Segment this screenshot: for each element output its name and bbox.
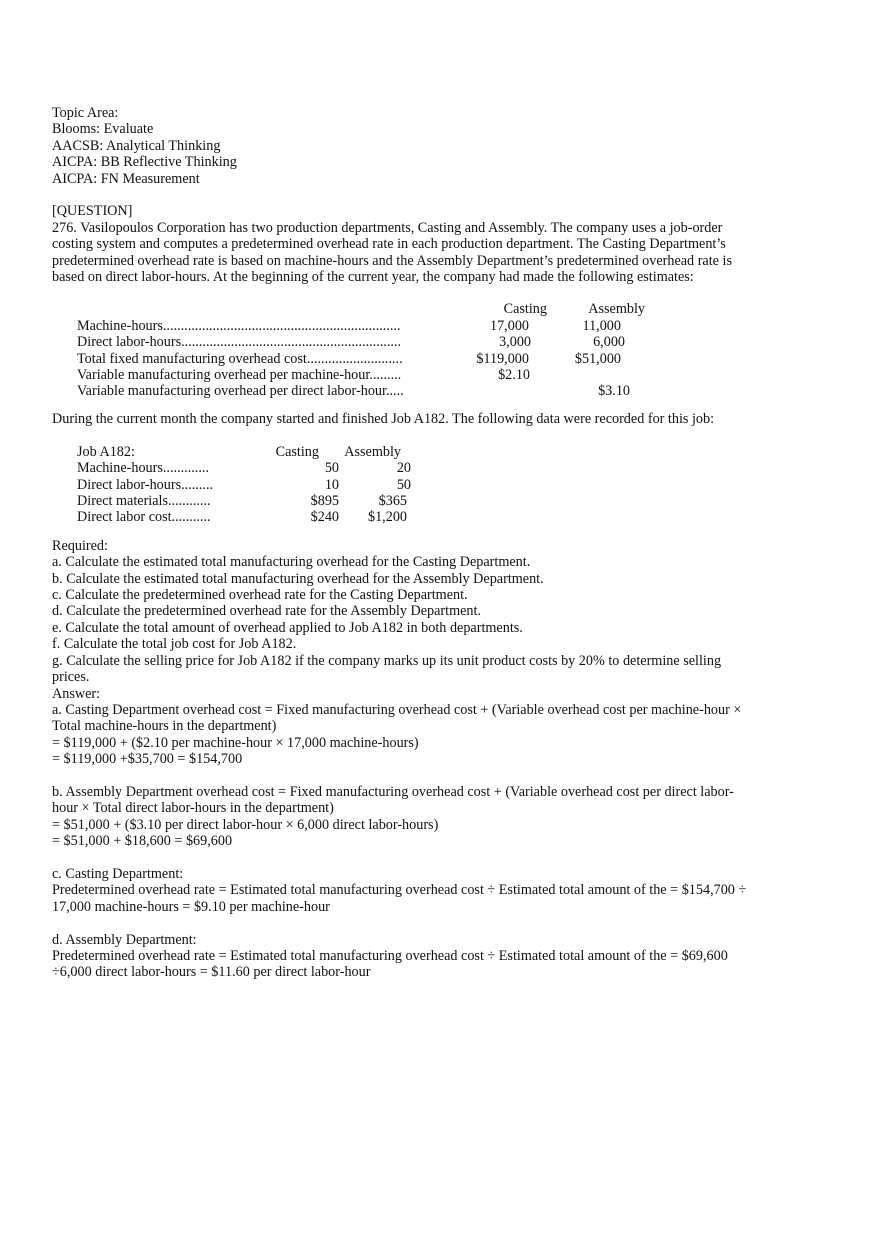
- answer-d-line: Predetermined overhead rate = Estimated total manufacturing overhead cost ÷ Estimated total amount of the = $69,600 ÷6,000 direct labor-hours = $11.60 per direct labor-hour: [52, 947, 728, 981]
- aicpa-tag-2: AICPA: FN Measurement: [52, 170, 200, 187]
- required-item: e. Calculate the total amount of overhead applied to Job A182 in both departments.: [52, 619, 523, 636]
- aacsb-tag: AACSB: Analytical Thinking: [52, 137, 221, 154]
- estimates-assembly-value: $51,000: [574, 350, 621, 367]
- answer-c-line: c. Casting Department:: [52, 865, 184, 882]
- job-intro: During the current month the company started and finished Job A182. The following data were recorded for this job:: [52, 411, 715, 428]
- required-title: Required:: [52, 537, 108, 554]
- job-assembly-value: 50: [396, 476, 411, 493]
- estimates-casting-value: $119,000: [476, 350, 529, 367]
- job-assembly-value: $1,200: [367, 509, 407, 526]
- answer-c-line: Predetermined overhead rate = Estimated total manufacturing overhead cost ÷ Estimated total amount of the = $154,700 ÷ 17,000 machine-hours = $9.10 per machine-hour: [52, 882, 747, 915]
- job-label: Direct labor cost...........: [77, 509, 211, 526]
- job-title: Job A182:: [77, 443, 135, 460]
- estimates-assembly-value: $3.10: [598, 383, 630, 400]
- answer-b-line: = $51,000 + ($3.10 per direct labor-hour × 6,000 direct labor-hours): [52, 816, 439, 833]
- required-item: b. Calculate the estimated total manufacturing overhead for the Assembly Department.: [52, 570, 544, 587]
- estimates-row: [77, 367, 717, 383]
- estimates-casting-value: 17,000: [489, 317, 529, 334]
- answer-a-line: = $119,000 +$35,700 = $154,700: [52, 751, 243, 768]
- job-table: [52, 444, 752, 530]
- estimates-row: [77, 334, 717, 350]
- required-item: g. Calculate the selling price for Job A182 if the company marks up its unit product costs by 20% to determine selling prices.: [52, 652, 722, 686]
- blooms-tag: Blooms: Evaluate: [52, 121, 154, 138]
- document-page: [52, 105, 752, 981]
- estimates-assembly-value: 6,000: [593, 334, 625, 351]
- job-label: Machine-hours.............: [77, 460, 209, 477]
- estimates-casting-value: $2.10: [498, 367, 530, 384]
- job-header-casting: Casting: [275, 443, 319, 460]
- job-row: [77, 493, 477, 509]
- estimates-label: Machine-hours...................................................................: [77, 317, 401, 334]
- job-assembly-value: $365: [378, 493, 407, 510]
- required-item: c. Calculate the predetermined overhead rate for the Casting Department.: [52, 587, 468, 604]
- required-item: d. Calculate the predetermined overhead rate for the Assembly Department.: [52, 603, 482, 620]
- estimates-header-casting: Casting: [503, 301, 547, 318]
- job-label: Direct labor-hours.........: [77, 476, 214, 493]
- answer-a-line: = $119,000 + ($2.10 per machine-hour × 17,000 machine-hours): [52, 734, 419, 751]
- question-text: 276. Vasilopoulos Corporation has two production departments, Casting and Assembly. The company uses a job-order costing system and computes a predetermined overhead rate in each production department. The Casting Department’s predetermined overhead rate is based on machine-hours and the Assembly Department’s predetermined overhead rate is based on direct labor-hours. At the beginning of the current year, the company had made the following estimates:: [52, 219, 732, 286]
- estimates-header-assembly: Assembly: [588, 301, 645, 318]
- job-row: [77, 509, 477, 525]
- job-label: Direct materials............: [77, 493, 211, 510]
- estimates-row: [77, 318, 717, 334]
- estimates-label: Variable manufacturing overhead per machine-hour.........: [77, 367, 402, 384]
- estimates-label: Total fixed manufacturing overhead cost...........................: [77, 350, 403, 367]
- answer-title: Answer:: [52, 685, 101, 702]
- estimates-row: [77, 351, 717, 367]
- question-tag: [QUESTION]: [52, 203, 133, 220]
- topic-area: Topic Area:: [52, 105, 119, 121]
- answer-b-line: = $51,000 + $18,600 = $69,600: [52, 833, 233, 850]
- job-casting-value: $895: [310, 493, 339, 510]
- estimates-label: Variable manufacturing overhead per direct labor-hour.....: [77, 383, 404, 400]
- estimates-table: [52, 301, 752, 401]
- job-casting-value: 50: [324, 460, 339, 477]
- estimates-label: Direct labor-hours..............................................................: [77, 334, 402, 351]
- job-casting-value: 10: [324, 476, 339, 493]
- estimates-casting-value: 3,000: [499, 334, 531, 351]
- answer-d-line: d. Assembly Department:: [52, 931, 197, 948]
- job-casting-value: $240: [310, 509, 339, 526]
- job-header-assembly: Assembly: [344, 443, 401, 460]
- answer-a-line: a. Casting Department overhead cost = Fixed manufacturing overhead cost + (Variable overhead cost per machine-hour × Total machine-hours in the department): [52, 701, 742, 735]
- job-assembly-value: 20: [396, 460, 411, 477]
- estimates-row: [77, 383, 717, 399]
- estimates-assembly-value: 11,000: [582, 317, 621, 334]
- job-row: [77, 477, 477, 493]
- required-item: f. Calculate the total job cost for Job A182.: [52, 636, 297, 653]
- aicpa-tag-1: AICPA: BB Reflective Thinking: [52, 154, 237, 171]
- required-item: a. Calculate the estimated total manufacturing overhead for the Casting Department.: [52, 554, 531, 571]
- answer-b-line: b. Assembly Department overhead cost = Fixed manufacturing overhead cost + (Variable overhead cost per direct labor-hour × Total direct labor-hours in the department): [52, 783, 734, 817]
- job-row: [77, 460, 477, 476]
